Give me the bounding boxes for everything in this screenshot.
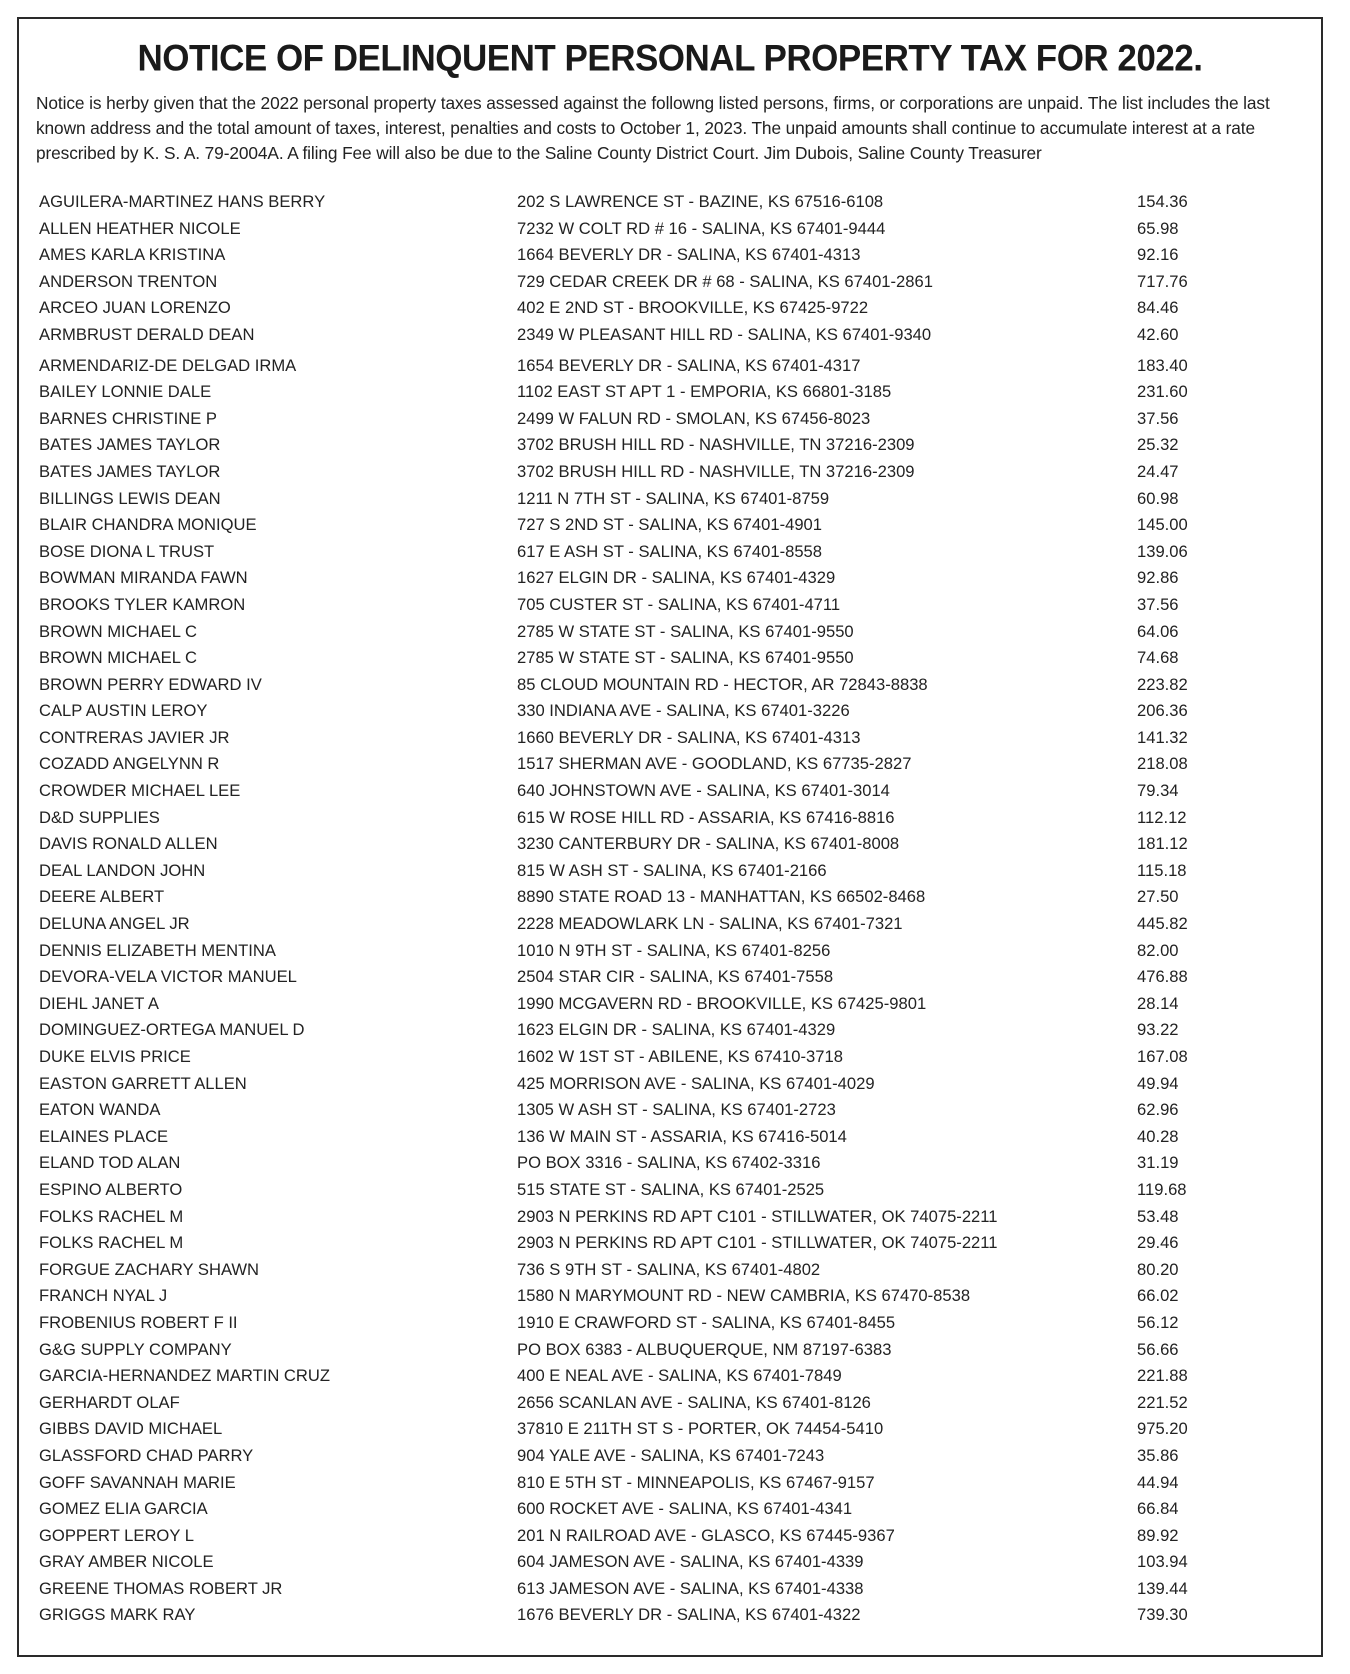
taxpayer-name: GOMEZ ELIA GARCIA [39, 1499, 208, 1519]
taxpayer-name: GLASSFORD CHAD PARRY [39, 1445, 254, 1465]
list-item [39, 1390, 1305, 1417]
taxpayer-address: 2785 W STATE ST - SALINA, KS 67401-9550 [517, 621, 854, 641]
amount-due: 181.12 [1137, 834, 1188, 854]
taxpayer-address: 640 JOHNSTOWN AVE - SALINA, KS 67401-3014 [517, 781, 890, 801]
amount-due: 206.36 [1137, 701, 1188, 721]
list-item [39, 1470, 1305, 1497]
amount-due: 37.56 [1137, 594, 1179, 614]
taxpayer-address: 705 CUSTER ST - SALINA, KS 67401-4711 [517, 594, 841, 614]
taxpayer-name: DENNIS ELIZABETH MENTINA [39, 940, 276, 960]
list-item [39, 1416, 1305, 1443]
amount-due: 24.47 [1137, 461, 1179, 481]
taxpayer-name: GRAY AMBER NICOLE [39, 1552, 214, 1572]
list-item [39, 216, 1305, 243]
taxpayer-address: 815 W ASH ST - SALINA, KS 67401-2166 [517, 860, 827, 880]
taxpayer-name: BAILEY LONNIE DALE [39, 382, 212, 402]
taxpayer-name: BATES JAMES TAYLOR [39, 461, 221, 481]
list-item [39, 269, 1305, 296]
taxpayer-address: 904 YALE AVE - SALINA, KS 67401-7243 [517, 1445, 825, 1465]
taxpayer-name: BATES JAMES TAYLOR [39, 435, 221, 455]
amount-due: 27.50 [1137, 887, 1179, 907]
list-item [39, 725, 1305, 752]
amount-due: 92.86 [1137, 568, 1179, 588]
taxpayer-address: 2656 SCANLAN AVE - SALINA, KS 67401-8126 [517, 1392, 871, 1412]
taxpayer-address: 604 JAMESON AVE - SALINA, KS 67401-4339 [517, 1552, 864, 1572]
amount-due: 476.88 [1137, 967, 1188, 987]
notice-frame [17, 17, 1323, 1657]
list-item [39, 964, 1305, 991]
list-item [39, 1283, 1305, 1310]
taxpayer-name: GERHARDT OLAF [39, 1392, 180, 1412]
taxpayer-address: 1627 ELGIN DR - SALINA, KS 67401-4329 [517, 568, 836, 588]
taxpayer-name: DEERE ALBERT [39, 887, 165, 907]
taxpayer-name: FOLKS RACHEL M [39, 1206, 184, 1226]
taxpayer-name: GOFF SAVANNAH MARIE [39, 1472, 236, 1492]
list-item [39, 1549, 1305, 1576]
taxpayer-address: 8890 STATE ROAD 13 - MANHATTAN, KS 66502-8468 [517, 887, 926, 907]
list-item [39, 1310, 1305, 1337]
taxpayer-name: FORGUE ZACHARY SHAWN [39, 1259, 260, 1279]
taxpayer-address: 1664 BEVERLY DR - SALINA, KS 67401-4313 [517, 245, 861, 265]
amount-due: 74.68 [1137, 648, 1179, 668]
list-item [39, 751, 1305, 778]
taxpayer-address: 85 CLOUD MOUNTAIN RD - HECTOR, AR 72843-8838 [517, 674, 928, 694]
taxpayer-address: 1676 BEVERLY DR - SALINA, KS 67401-4322 [517, 1605, 861, 1625]
taxpayer-address: 2903 N PERKINS RD APT C101 - STILLWATER, OK 74075-2211 [517, 1233, 998, 1253]
amount-due: 167.08 [1137, 1047, 1188, 1066]
taxpayer-address: 330 INDIANA AVE - SALINA, KS 67401-3226 [517, 701, 850, 721]
amount-due: 92.16 [1137, 245, 1179, 265]
amount-due: 56.66 [1137, 1339, 1179, 1359]
taxpayer-address: 736 S 9TH ST - SALINA, KS 67401-4802 [517, 1259, 821, 1279]
amount-due: 37.56 [1137, 408, 1179, 428]
taxpayer-name: ARCEO JUAN LORENZO [39, 298, 231, 318]
taxpayer-name: COZADD ANGELYNN R [39, 754, 220, 774]
amount-due: 218.08 [1137, 754, 1188, 774]
notice-title: NOTICE OF DELINQUENT PERSONAL PROPERTY TAX FOR 2022. [137, 38, 1203, 79]
amount-due: 28.14 [1137, 993, 1179, 1013]
list-item [39, 619, 1305, 646]
taxpayer-name: ARMBRUST DERALD DEAN [39, 324, 255, 344]
taxpayer-address: 402 E 2ND ST - BROOKVILLE, KS 67425-9722 [517, 298, 869, 318]
taxpayer-name: GOPPERT LEROY L [39, 1525, 194, 1545]
taxpayer-name: ELAINES PLACE [39, 1126, 169, 1146]
list-item [39, 406, 1305, 433]
notice-intro: Notice is herby given that the 2022 personal property taxes assessed against the followng listed persons, firms, or corporations are unpaid. The list includes the last known address and the total amount of taxes, interest, penalties and costs to October 1, 2023. The unpaid amounts shall continue to accumulate interest at a rate prescribed by K. S. A. 79-2004A. A filing Fee will also be due to the Saline County District Court. Jim Dubois, Saline County Treasurer [36, 93, 1270, 163]
taxpayer-address: 810 E 5TH ST - MINNEAPOLIS, KS 67467-9157 [517, 1472, 875, 1492]
taxpayer-name: AMES KARLA KRISTINA [39, 245, 226, 265]
list-item [39, 1496, 1305, 1523]
amount-due: 183.40 [1137, 355, 1188, 375]
list-item [39, 459, 1305, 486]
list-item [39, 1017, 1305, 1044]
amount-due: 31.19 [1137, 1153, 1179, 1173]
taxpayer-address: 729 CEDAR CREEK DR # 68 - SALINA, KS 67401-2861 [517, 271, 933, 291]
taxpayer-name: GIBBS DAVID MICHAEL [39, 1419, 223, 1439]
taxpayer-address: 1623 ELGIN DR - SALINA, KS 67401-4329 [517, 1020, 836, 1040]
list-item [39, 295, 1305, 322]
amount-due: 66.84 [1137, 1499, 1179, 1519]
amount-due: 29.46 [1137, 1233, 1179, 1253]
list-item [39, 432, 1305, 459]
taxpayer-address: 615 W ROSE HILL RD - ASSARIA, KS 67416-8816 [517, 807, 895, 827]
taxpayer-address: 400 E NEAL AVE - SALINA, KS 67401-7849 [517, 1366, 842, 1386]
taxpayer-address: 1602 W 1ST ST - ABILENE, KS 67410-3718 [517, 1047, 843, 1066]
taxpayer-address: 727 S 2ND ST - SALINA, KS 67401-4901 [517, 515, 823, 535]
amount-due: 975.20 [1137, 1419, 1188, 1439]
taxpayer-name: BOWMAN MIRANDA FAWN [39, 568, 248, 588]
list-item [39, 565, 1305, 592]
amount-due: 64.06 [1137, 621, 1179, 641]
list-item [39, 831, 1305, 858]
amount-due: 89.92 [1137, 1525, 1179, 1545]
taxpayer-name: DUKE ELVIS PRICE [39, 1047, 191, 1066]
list-item [39, 1337, 1305, 1364]
amount-due: 139.06 [1137, 541, 1188, 561]
taxpayer-name: BOSE DIONA L TRUST [39, 541, 215, 561]
taxpayer-name: BROOKS TYLER KAMRON [39, 594, 246, 614]
amount-due: 79.34 [1137, 781, 1179, 801]
amount-due: 103.94 [1137, 1552, 1188, 1572]
amount-due: 40.28 [1137, 1126, 1179, 1146]
taxpayer-name: BROWN PERRY EDWARD IV [39, 674, 262, 694]
amount-due: 739.30 [1137, 1605, 1188, 1625]
taxpayer-address: 2903 N PERKINS RD APT C101 - STILLWATER, OK 74075-2211 [517, 1206, 998, 1226]
list-item [39, 805, 1305, 832]
amount-due: 84.46 [1137, 298, 1179, 318]
list-item [39, 512, 1305, 539]
list-item [39, 189, 1305, 216]
amount-due: 119.68 [1137, 1179, 1187, 1199]
amount-due: 93.22 [1137, 1020, 1179, 1040]
taxpayer-name: GREENE THOMAS ROBERT JR [39, 1578, 283, 1598]
amount-due: 53.48 [1137, 1206, 1179, 1226]
taxpayer-address: 1580 N MARYMOUNT RD - NEW CAMBRIA, KS 67470-8538 [517, 1286, 971, 1306]
taxpayer-address: 1654 BEVERLY DR - SALINA, KS 67401-4317 [517, 355, 861, 375]
taxpayer-address: 1660 BEVERLY DR - SALINA, KS 67401-4313 [517, 727, 861, 747]
taxpayer-name: CROWDER MICHAEL LEE [39, 781, 241, 801]
taxpayer-name: FROBENIUS ROBERT F II [39, 1312, 238, 1332]
list-item [39, 1177, 1305, 1204]
list-item [39, 858, 1305, 885]
taxpayer-name: GARCIA-HERNANDEZ MARTIN CRUZ [39, 1366, 331, 1386]
taxpayer-address: 1910 E CRAWFORD ST - SALINA, KS 67401-8455 [517, 1312, 896, 1332]
list-item [39, 1204, 1305, 1231]
taxpayer-address: 2228 MEADOWLARK LN - SALINA, KS 67401-7321 [517, 914, 903, 934]
amount-due: 231.60 [1137, 382, 1188, 402]
taxpayer-address: 1102 EAST ST APT 1 - EMPORIA, KS 66801-3185 [517, 382, 892, 402]
taxpayer-name: AGUILERA-MARTINEZ HANS BERRY [39, 192, 326, 211]
amount-due: 139.44 [1137, 1578, 1188, 1598]
amount-due: 35.86 [1137, 1445, 1179, 1465]
taxpayer-name: DELUNA ANGEL JR [39, 914, 190, 934]
amount-due: 223.82 [1137, 674, 1188, 694]
taxpayer-address: 1211 N 7TH ST - SALINA, KS 67401-8759 [517, 488, 830, 508]
amount-due: 112.12 [1137, 807, 1187, 827]
list-item [39, 938, 1305, 965]
taxpayer-address: 136 W MAIN ST - ASSARIA, KS 67416-5014 [517, 1126, 847, 1146]
list-item [39, 672, 1305, 699]
taxpayer-name: ANDERSON TRENTON [39, 271, 218, 291]
taxpayer-name: DEVORA-VELA VICTOR MANUEL [39, 967, 297, 987]
taxpayer-name: BROWN MICHAEL C [39, 621, 197, 641]
list-item [39, 778, 1305, 805]
list-item [39, 539, 1305, 566]
taxpayer-address: 425 MORRISON AVE - SALINA, KS 67401-4029 [517, 1073, 875, 1093]
list-item [39, 242, 1305, 269]
taxpayer-address: 3230 CANTERBURY DR - SALINA, KS 67401-8008 [517, 834, 900, 854]
taxpayer-name: DAVIS RONALD ALLEN [39, 834, 218, 854]
list-item [39, 698, 1305, 725]
amount-due: 221.88 [1137, 1366, 1188, 1386]
taxpayer-address: 600 ROCKET AVE - SALINA, KS 67401-4341 [517, 1499, 853, 1519]
taxpayer-name: BARNES CHRISTINE P [39, 408, 217, 428]
taxpayer-name: DOMINGUEZ-ORTEGA MANUEL D [39, 1020, 305, 1040]
amount-due: 717.76 [1137, 271, 1188, 291]
taxpayer-address: 613 JAMESON AVE - SALINA, KS 67401-4338 [517, 1578, 864, 1598]
taxpayer-address: 2785 W STATE ST - SALINA, KS 67401-9550 [517, 648, 854, 668]
taxpayer-name: DEAL LANDON JOHN [39, 860, 206, 880]
amount-due: 56.12 [1137, 1312, 1179, 1332]
taxpayer-address: 201 N RAILROAD AVE - GLASCO, KS 67445-9367 [517, 1525, 895, 1545]
taxpayer-name: ELAND TOD ALAN [39, 1153, 181, 1173]
amount-due: 44.94 [1137, 1472, 1179, 1492]
list-item [39, 379, 1305, 406]
taxpayer-name: FRANCH NYAL J [39, 1286, 168, 1306]
list-item [39, 1230, 1305, 1257]
list-item [39, 1044, 1305, 1071]
taxpayer-name: DIEHL JANET A [39, 993, 159, 1013]
taxpayer-name: FOLKS RACHEL M [39, 1233, 184, 1253]
list-item [39, 645, 1305, 672]
taxpayer-address: 515 STATE ST - SALINA, KS 67401-2525 [517, 1179, 825, 1199]
amount-due: 60.98 [1137, 488, 1179, 508]
taxpayer-address: 37810 E 211TH ST S - PORTER, OK 74454-5410 [517, 1419, 884, 1439]
list-item [39, 1576, 1305, 1603]
list-item [39, 1097, 1305, 1124]
taxpayer-address: PO BOX 3316 - SALINA, KS 67402-3316 [517, 1153, 821, 1173]
list-item [39, 1363, 1305, 1390]
taxpayer-address: 2504 STAR CIR - SALINA, KS 67401-7558 [517, 967, 834, 987]
amount-due: 82.00 [1137, 940, 1179, 960]
list-item [39, 1602, 1305, 1629]
amount-due: 62.96 [1137, 1100, 1179, 1120]
taxpayer-name: ARMENDARIZ-DE DELGAD IRMA [39, 355, 297, 375]
list-item [39, 1257, 1305, 1284]
amount-due: 221.52 [1137, 1392, 1188, 1412]
list-item [39, 911, 1305, 938]
taxpayer-name: EATON WANDA [39, 1100, 161, 1120]
list-item [39, 1124, 1305, 1151]
amount-due: 49.94 [1137, 1073, 1179, 1093]
taxpayer-address: 3702 BRUSH HILL RD - NASHVILLE, TN 37216-2309 [517, 435, 915, 455]
amount-due: 154.36 [1137, 192, 1188, 211]
delinquent-list [39, 189, 1305, 1629]
amount-due: 445.82 [1137, 914, 1188, 934]
taxpayer-address: 1990 MCGAVERN RD - BROOKVILLE, KS 67425-9801 [517, 993, 927, 1013]
taxpayer-name: GRIGGS MARK RAY [39, 1605, 196, 1625]
list-item [39, 991, 1305, 1018]
list-item [39, 1523, 1305, 1550]
taxpayer-address: 1517 SHERMAN AVE - GOODLAND, KS 67735-2827 [517, 754, 912, 774]
list-item [39, 322, 1305, 349]
taxpayer-address: 7232 W COLT RD # 16 - SALINA, KS 67401-9444 [517, 218, 886, 238]
list-item [39, 1443, 1305, 1470]
taxpayer-address: 3702 BRUSH HILL RD - NASHVILLE, TN 37216-2309 [517, 461, 915, 481]
list-item [39, 486, 1305, 513]
taxpayer-address: 202 S LAWRENCE ST - BAZINE, KS 67516-6108 [517, 192, 884, 211]
list-item [39, 353, 1305, 380]
taxpayer-name: ESPINO ALBERTO [39, 1179, 183, 1199]
amount-due: 42.60 [1137, 324, 1179, 344]
taxpayer-address: 2349 W PLEASANT HILL RD - SALINA, KS 67401-9340 [517, 324, 932, 344]
amount-due: 141.32 [1137, 727, 1188, 747]
amount-due: 25.32 [1137, 435, 1179, 455]
amount-due: 145.00 [1137, 515, 1188, 535]
list-item [39, 1150, 1305, 1177]
amount-due: 115.18 [1137, 860, 1187, 880]
list-item [39, 592, 1305, 619]
taxpayer-name: EASTON GARRETT ALLEN [39, 1073, 247, 1093]
taxpayer-name: BROWN MICHAEL C [39, 648, 197, 668]
amount-due: 65.98 [1137, 218, 1179, 238]
taxpayer-address: 1010 N 9TH ST - SALINA, KS 67401-8256 [517, 940, 831, 960]
taxpayer-name: CALP AUSTIN LEROY [39, 701, 208, 721]
taxpayer-name: G&G SUPPLY COMPANY [39, 1339, 232, 1359]
taxpayer-address: 2499 W FALUN RD - SMOLAN, KS 67456-8023 [517, 408, 871, 428]
taxpayer-address: PO BOX 6383 - ALBUQUERQUE, NM 87197-6383 [517, 1339, 892, 1359]
taxpayer-name: D&D SUPPLIES [39, 807, 160, 827]
taxpayer-name: ALLEN HEATHER NICOLE [39, 218, 241, 238]
list-item [39, 884, 1305, 911]
taxpayer-name: BLAIR CHANDRA MONIQUE [39, 515, 257, 535]
amount-due: 66.02 [1137, 1286, 1179, 1306]
taxpayer-name: CONTRERAS JAVIER JR [39, 727, 230, 747]
amount-due: 80.20 [1137, 1259, 1179, 1279]
taxpayer-address: 617 E ASH ST - SALINA, KS 67401-8558 [517, 541, 823, 561]
list-item [39, 1071, 1305, 1098]
taxpayer-name: BILLINGS LEWIS DEAN [39, 488, 221, 508]
taxpayer-address: 1305 W ASH ST - SALINA, KS 67401-2723 [517, 1100, 836, 1120]
